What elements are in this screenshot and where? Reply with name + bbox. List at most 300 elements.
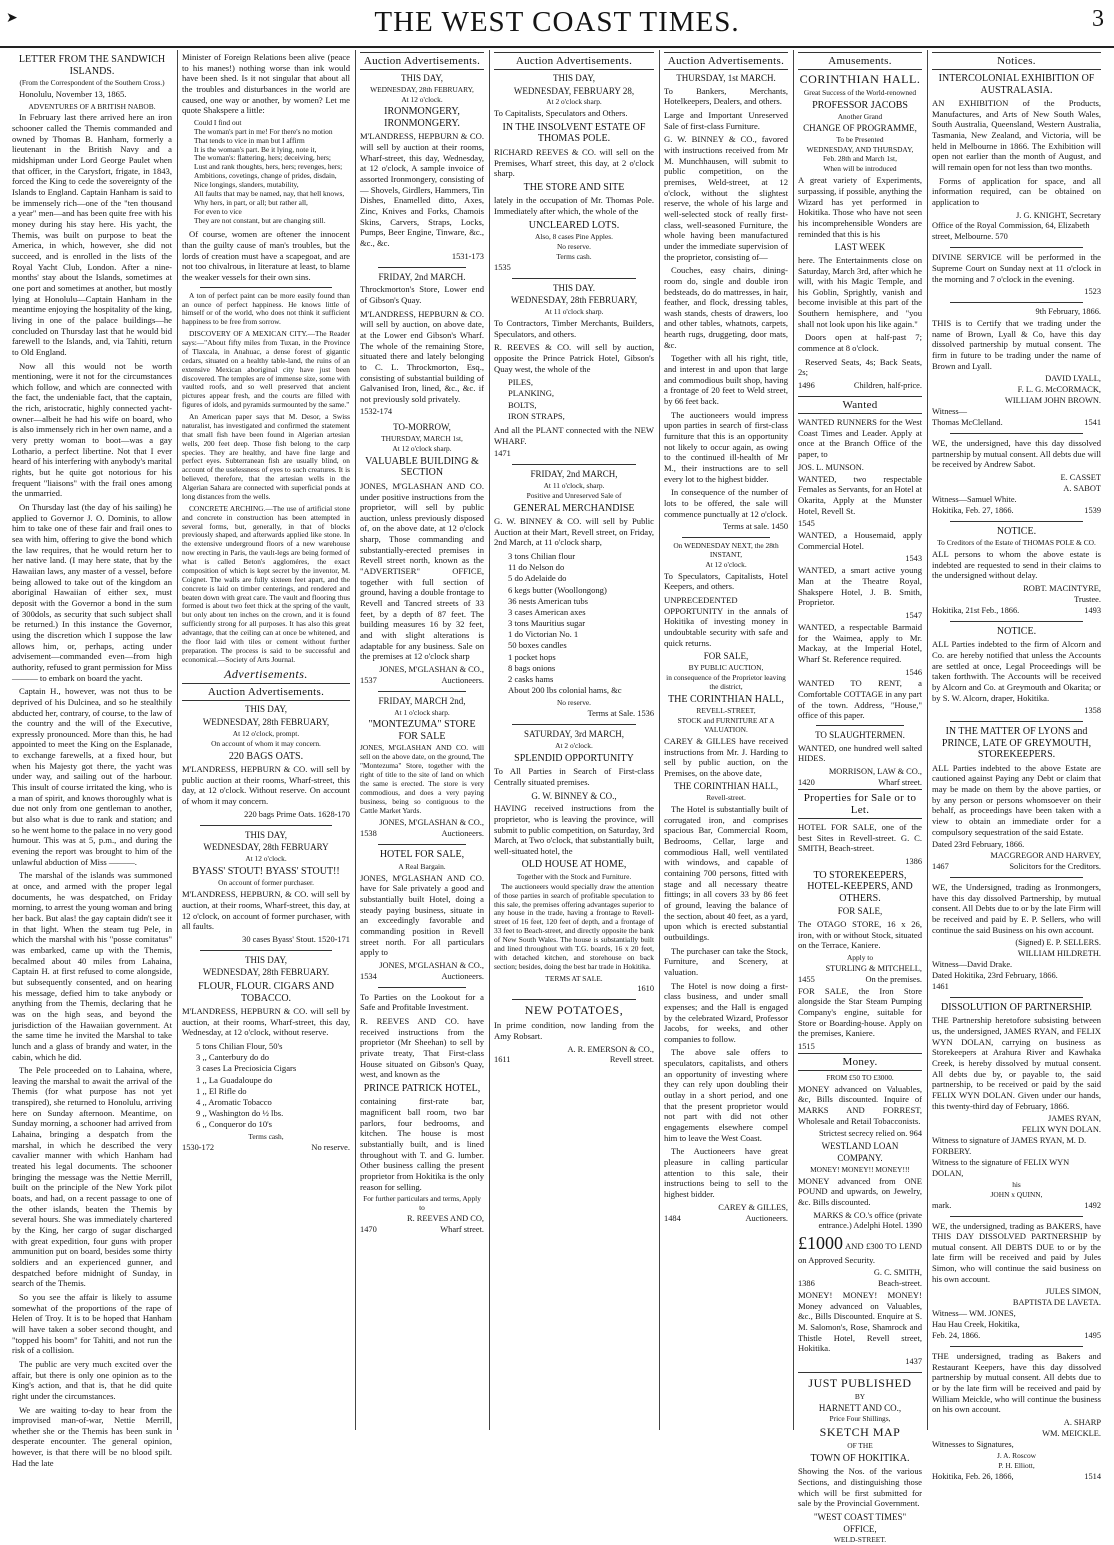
notice-date: Feb. 24, 1866. [932, 1331, 981, 1341]
notice-address: Office of the Royal Commission, 64, Elizabeth street, Melbourne. [932, 221, 1090, 242]
divider [950, 621, 1083, 622]
ad-body: HAVING received instructions from the proprietor, who is leaving the province, will submit to public competition, on Saturday, 3rd March, at Two o'clock, that substantially built, well-situated hotel, the [494, 803, 654, 856]
column-3 [356, 50, 490, 1430]
ad-body: M'LANDRESS, HEPBURN & CO. will sell by public auction at their rooms, Wharf-street, this day, at 12 o'clock. Without reserve. On account of whom it may concern. [182, 764, 350, 806]
ad-number: 1358 [1084, 706, 1101, 716]
list-item: 9 ,, Washington do ½ lbs. [196, 1108, 284, 1119]
ad-item: UNCLEARED LOTS. [528, 219, 620, 231]
notice-witness-name: Thomas McClelland. [932, 418, 1003, 428]
ad-children: Children, half-price. [853, 381, 922, 391]
ad-general-merchandise [494, 469, 654, 720]
ad-number: 1437 [905, 1357, 922, 1367]
ad-item: Large and Important Unreserved Sale of first-class Furniture. [664, 110, 788, 131]
ad-role: Auctioneers. [441, 675, 484, 685]
divider [512, 464, 636, 465]
list-item: 2 casks hams [508, 673, 554, 684]
ad-intro: To Bankers, Merchants, Hotelkeepers, Dealers, and others. [664, 85, 788, 107]
ad-role: Auctioneers. [441, 829, 484, 839]
column-7 [928, 50, 1106, 1481]
divider [798, 1372, 922, 1373]
filler-paragraph: DISCOVERY OF A MEXICAN CITY.—The Reader says:—"About fifty miles from Tuxan, in the Province of Tlaxcala, in Anahuac, a dense forest of gigantic cedars, situated on a healthy table-land, the ruins of an extensive Mexican aboriginal city have just been discovered. The temples are of immense size, some with vaulted roofs, and so well preserved that ancient pictures appear fresh, and the courts are filled with figures of idols, and pyramids surmounted by the same." [182, 329, 350, 410]
list-item: BOLTS, [508, 399, 537, 410]
notice-body: DIVINE SERVICE will be performed in the Supreme Court on Sunday next at 11 o'clock in the morning and 7 o'clock in the evening. [932, 252, 1101, 284]
ad-firm: HARNETT AND CO., [818, 1402, 902, 1413]
column-2 [178, 50, 356, 1430]
list-item: PLANKING, [508, 388, 555, 399]
letter-paragraph: The public are very much excited over the affair, but there is only one opinion as to the King's action, and that is, that he did quite right under the circumstances. [12, 1358, 172, 1401]
ad-day: THIS DAY, [244, 829, 287, 840]
ad-item: SPLENDID OPPORTUNITY [514, 752, 634, 764]
divider [950, 997, 1083, 998]
divider [378, 267, 466, 268]
ad-number: 1611 [494, 1055, 511, 1065]
ad-firm: G. W. BINNEY & CO., [531, 790, 617, 801]
ad-time: At 12 o'clock, prompt. [232, 728, 300, 738]
ad-list [508, 377, 654, 422]
divider [950, 721, 1083, 722]
ad-day: TO-MORROW, [393, 422, 451, 433]
ad-item: THE STORE AND SITE [523, 181, 625, 193]
divider [378, 691, 466, 692]
column-heading: Amusements. [798, 52, 922, 70]
notice-witness: Witness—Samuel White. [932, 494, 1017, 504]
notice-witness: Witnesses to Signatures, [932, 1439, 1014, 1449]
ad-item: IRONMONGERY, IRONMONGERY. [384, 106, 460, 129]
ad-body: The above sale offers to speculators, capitalists, and others an opportunity of investing where they can rely upon doubling their outlay in a short period, and one that the present proprietor would not part with did not other engagements elsewhere compel him to leave the West Coast. [664, 1047, 788, 1143]
ad-date: WEDNESDAY, 28th FEBRUARY, [370, 84, 474, 94]
ad-account: On account of former purchaser. [218, 878, 314, 888]
ad-signature: A. R. EMERSON & CO., [567, 1044, 654, 1054]
list-item: 50 boxes candles [508, 640, 567, 651]
ad-item: UNPRECEDENTED OPPORTUNITY in the annals of Hokitika of investing money in undoubtable security with safe and quick returns. [664, 595, 788, 648]
ad-intro: To Capitalists, Speculators and Others. [494, 108, 628, 119]
verse-line: Ambitions, covetings, change of prides, disdain, [194, 171, 337, 181]
ad-intro: Positive and Unreserved Sale of [526, 490, 622, 500]
property-ad: The OTAGO STORE, 16 x 26, iron, with or without Stock, situated on the Terrace, Kaniere. [798, 918, 922, 951]
ad-ironmongery [360, 73, 484, 263]
notice-mark: JOHN x QUINN, [990, 1189, 1043, 1199]
ad-role: Auctioneers. [745, 1213, 788, 1223]
advertisements-heading: Advertisements. [224, 666, 308, 681]
notice-body: ALL Parties indebted to the above Estate are cautioned against Paying any Debt or claim that may be made on them by the above parties, or by any person or persons whomsoever on their behalf, as proceedings have been taken with a view to obtain an immediate order for a compulsory sequestration of the said Estate. [932, 762, 1101, 837]
ad-body: JONES, M'GLASHAN AND CO. under positive instructions from the proprietor, will sell by public auction, unless previously disposed of, on the above date, at 12 o'clock sharp, Those commanding and substantially-erected premises in Revell street north, known as the "ADVERTISER" OFFICE, together with full section of ground, having a double frontage to Revell and Tancred streets of 33 feet, by a depth of 87 feet. The building measures 16 by 32 feet, and with slight alterations is adaptable for any business. Sale on the premises at 12 o'clock sharp [360, 480, 484, 662]
wanted-ad: WANTED TO RENT, a Comfortable COTTAGE in any part of the town. Address, "House," office of this paper. [798, 678, 922, 721]
ad-item: FLOUR, FLOUR. CIGARS AND TOBACCO. [198, 981, 334, 1004]
ad-number: 1496 [798, 381, 815, 391]
column-5 [660, 50, 794, 1430]
ad-of: OF THE [847, 1441, 873, 1451]
ad-signature: MORRISON, LAW & CO., [828, 767, 922, 777]
notice-witness: Witness—David Drake. [932, 960, 1013, 970]
ad-body: G. W. BINNEY & CO. will sell by Public Auction at their Mart, Revell street, on Friday, 2nd March, at 11 o'clock sharp, [494, 516, 654, 548]
ad-item: 220 BAGS OATS. [228, 750, 304, 762]
ad-terms: Terms at Sale. [587, 709, 636, 719]
list-item: 3 cases La Preciosicia Cigars [196, 1063, 297, 1074]
ad-time: At 12 o'clock sharp. [392, 443, 452, 453]
notice-body: THIS is to Certify that we trading under the name of Brown, Lyall & Co, have this day dissolved partnership by mutual consent. The firm in future to be trading under the name of Brown and Lyall. [932, 318, 1101, 371]
column-heading: Auction Advertisements. [182, 683, 350, 701]
ad-place: On the premises. [865, 974, 922, 984]
ad-item: BYASS' STOUT! BYASS' STOUT!! [192, 865, 340, 877]
ad-item: GENERAL MERCHANDISE [513, 502, 635, 514]
ad-place: Wharf street. [440, 1225, 484, 1235]
column-heading: Auction Advertisements. [494, 52, 654, 70]
ad-body: R. REEVES AND CO. have received instructions from the proprietor (Mr Sheehan) to sell by private treaty, That First-class House situated on Gibson's Quay, west, and known as the [360, 1016, 484, 1080]
wanted-ad: WANTED, a Housemaid, apply Commercial Hotel. [798, 530, 922, 551]
notice-body: WE, the undersigned, have this day dissolved partnership by mutual consent. All debts due will be received by Andrew Sabot. [932, 438, 1101, 470]
notice-signature: FELIX WYN DOLAN. [1021, 1125, 1101, 1135]
notice-body: AN EXHIBITION of the Products, Manufactures, and Arts of New South Wales, South Australia, Queensland, Western Australia, Tasmania, New Zealand, and Victoria, will be held in Melbourne in 1866. The Exhibition will open not earlier than the month of August, and will remain open for not less than two months. [932, 98, 1101, 172]
ad-heading: TO SLAUGHTERMEN. [815, 730, 905, 741]
ad-public: BY PUBLIC AUCTION, [688, 663, 764, 673]
ad-change: CHANGE OF PROGRAMME, [803, 123, 917, 134]
ad-street: REVELL-STREET, [696, 706, 756, 716]
ad-number: 1514 [1084, 1471, 1101, 1481]
divider [950, 1346, 1083, 1347]
ad-body: RICHARD REEVES & CO. will sell on the Premises, Wharf street, this day, at 2 o'clock sharp. [494, 146, 654, 179]
ad-date: WEDNESDAY, 28th FEBRUARY, [510, 295, 638, 306]
ad-when: When will be introduced [823, 164, 897, 174]
ad-body: CAREY & GILLES have received instructions from Mr. J. Harding to sell by public auction, on the Premises, on the above date, [664, 735, 788, 778]
ad-performer: PROFESSOR JACOBS [812, 99, 908, 111]
ad-body: M'LANDRESS, HEPBURN & CO. will sell by auction at their rooms, Wharf-street, this day, Wednesday, at 12 o'clock, A sample invoice of assorted Ironmongery, consisting of— Shovels, Girdlers, Hammers, Tin Dishes, Enamelled ditto, Axes, Zinc, Knives and Forks, Chamois Skins, Carvers, Straps, Locks, Pumps, Beer Engine, Tinware, &c., &c., &c. [360, 131, 484, 248]
ad-body: lately in the occupation of Mr. Thomas Pole. Immediately after which, the whole of the [494, 195, 654, 217]
ad-date: Feb. 28th and March 1st, [823, 154, 897, 164]
ad-item: "MONTEZUMA" STORE FOR SALE [368, 719, 476, 742]
notice-witness-name: J. A. Roscow [996, 1450, 1036, 1460]
ad-item: SKETCH MAP [819, 1425, 901, 1440]
verse-line: The woman's part in me! For there's no motion [194, 126, 333, 136]
ad-day: THIS DAY, [244, 954, 287, 965]
letter-paragraph: In February last there arrived here an iron schooner called the Themis commanded and owned by Thomas B. Hanham, formerly a lieutenant in the British Navy and a midshipman under Lord George Paulet when that officer, in the Carysfort, frigate, in 1843, forced the King to cede the sovereignty of the Islands to England. Captain Hanham is said to be immensely rich—one of the "ten thousand a year" men—and has been quite free with his money during his stay here. His yacht, the Themis, was built on purpose to beat the America, in which, however, she did not succeed, and is enrolled in the lists of the Royal Yacht Club, London. After a nine-months' stay about the Islands, sometimes at one port and sometimes at another, but mostly lying at Honolulu—Captain Hanham in the meantime enjoying the hospitality of the king, living in one of the palace buildings—he concluded on Thursday last that he would bid farewell to the Islands, and, via Tahiti, return to Old England. [12, 112, 172, 357]
ad-stout [182, 830, 350, 946]
ad-signature: G. C. SMITH, [873, 1268, 922, 1278]
ad-terms: Terms cash, [248, 1132, 284, 1142]
list-item: 1 do Victorian No. 1 [508, 629, 579, 640]
wanted-ad: WANTED, a respectable Barmaid for the Waimea, apply to Mr. Mackay, at the Imperial Hotel, Wharf St. Reference required. [798, 621, 922, 664]
list-item: 1 pocket hops [508, 651, 556, 662]
ad-date: FRIDAY, 2nd MARCH, [530, 469, 618, 480]
letter-paragraph: On Thursday last (the day of his sailing) he applied to Governor J. O. Dominis, to allow him to take one of these fair and frail ones to sea with him, offering to give the bond which the law requires, that he would return her to her native land. (I may here state, that by the Hawaiian laws, any master of a vessel, before being allowed to take out of the kingdom an aboriginal Hawaiian of either sex, must deposit with the Governor a bond in the sum of 300dols, as security that such subject shall be returned.) In this instance the Governor, using the discretion which I suppose the law allows him, or, perhaps, acting under advisement—commanded even—from high authority, refused to grant permission for Miss ——— to embark on board the yacht. [12, 502, 172, 683]
money-ad: MONEY! MONEY! MONEY! Money advanced on Valuables, &c., Bills Discounted. Enquire at S. M. Salomon's, Rose, Shamrock and Thistle Hotel, Revell street, Hokitika. [798, 1290, 922, 1354]
newspaper-columns [8, 50, 1106, 1545]
ad-reserve: No reserve. [556, 698, 592, 708]
column-1 [8, 50, 178, 1468]
ad-number: 1534 [360, 971, 377, 981]
ad-number: 1493 [1084, 605, 1101, 615]
ad-time: At 12 o'clock. [705, 559, 747, 569]
ad-number: 964 [909, 1129, 922, 1139]
ad-hotel-for-sale [360, 849, 484, 982]
notice-signature: JULES SIMON, [1045, 1287, 1101, 1297]
ad-number: 1492 [1084, 1200, 1101, 1210]
ad-item: IN THE INSOLVENT ESTATE OF THOMAS POLE. [502, 121, 646, 145]
ad-intro: To Parties on the Lookout for a Safe and Profitable Investment. [360, 991, 484, 1013]
shakespeare-verse [194, 119, 350, 226]
ad-flour-cigars [182, 955, 350, 1155]
ad-item: PRINCE PATRICK HOTEL, [363, 1082, 481, 1094]
ad-body: Together with all his right, title, and interest in and upon that large and commodious built shop, having a frontage of 20 feet to Weld street, by 66 feet back. [664, 353, 788, 407]
ad-old-house-at-home [494, 729, 654, 995]
ad-prince-patrick-hotel [360, 992, 484, 1236]
notice-mark-label: mark. [932, 1200, 952, 1210]
ad-number: 1545 [798, 519, 815, 529]
ad-number: 1523 [1084, 287, 1101, 297]
divider [950, 521, 1083, 522]
notice-witness: Witness to the signature of FELIX WYN DOLAN, [932, 1158, 1070, 1178]
ad-number: 1467 [932, 862, 949, 872]
notice-signed: (Signed) [1015, 938, 1045, 948]
notice-signature: WILLIAM HILDRETH. [1017, 949, 1101, 959]
section-heading: Wanted [798, 396, 922, 414]
verse-line: Could I find out [194, 117, 242, 127]
property-ad: FOR SALE, the Iron Store alongside the Star Steam Pumping Company's engine, suitable for Store or Boarding-house. Apply on the premises, Kaniere. [798, 985, 922, 1039]
verse-line: Why hers, in part, or all; but rather all, [194, 197, 308, 207]
ad-time: At 11 o'clock, sharp. [543, 480, 605, 490]
letter-paragraph: The marshal of the islands was summoned at once, and armed with the proper legal documents, he was despatched, on Friday morning, to arrest the young woman and bring her back. But alas! the gay captain didn't see it in that light. When the steam tug Pele, in which the marshal with his "posse comitatus" was embarked, came up with the Themis, becalmed about 40 miles from Lahaina, Captain H. at first refused to come alongside, but subsequently consented, and on hearing his message, defied him to take anybody or anything from the Themis, declaring that he was on the high seas, and beyond the jurisdiction of the Hawaiian government. At the same time he invited the Marshal to take lunch and a glass of brandy and water, in the cabin, which he did. [12, 870, 172, 1062]
list-item: 3 tons Mauritius sugar [508, 618, 586, 629]
ad-item: OLD HOUSE AT HOME, [521, 859, 627, 871]
ad-item: THE CORINTHIAN HALL, [668, 693, 784, 705]
ad-corinthian-hall-sale [664, 542, 788, 1224]
ad-body: JONES, M'GLASHAN AND CO. will sell on the above date, on the ground, The "Montezuma" Store, together with the right of title to the site of land on which the same is erected. The store is very commodious, and does a very paying business, being so contiguous to the Cattle Market Yards. [360, 743, 484, 815]
ad-signature: JONES, M'GLASHAN & CO., [379, 818, 484, 828]
notice-title: NOTICE. [996, 625, 1037, 637]
ad-number: 1539 [1084, 505, 1101, 515]
ad-time: At 12 o'clock. [401, 94, 443, 104]
ad-number: 1543 [905, 554, 922, 564]
ad-time: At 2 o'clock sharp. [546, 97, 602, 107]
ad-also: Also, 8 cases Pine Apples. [534, 232, 613, 242]
list-item: PILES, [508, 377, 534, 388]
ad-list [508, 551, 654, 696]
ad-body: The Auctioneers have great pleasure in calling particular attention to this sale, their instructions being to sell to the highest bidder. [664, 1146, 788, 1200]
ad-sale: FOR SALE, [703, 651, 749, 662]
notice-place: Hau Hau Creek, Hokitika, [932, 1320, 1020, 1330]
divider [950, 877, 1083, 878]
ad-new-wharf-plant [494, 283, 654, 460]
ad-body: The Hotel is substantially built of corrugated iron, and comprises spacious Bar, Commercial Room, Bedrooms, Cellar, large and commodious Hall, well ventilated with windows, and capable of containing 700 persons, fitted with stage and all necessary theatre fittings; in all covers 33 by 86 feet of ground, leaving the balance of the section, about 40 feet, as a yard, upon which is erected substantial outbuildings. [664, 804, 788, 942]
column-heading: Auction Advertisements. [664, 52, 788, 70]
ad-place: Beach-street. [878, 1279, 922, 1289]
ad-body: here. The Entertainments close on Saturday, March 3rd, after which he will, with his Magic Temple, and his Goblin, Sprightly, vanish and become invisible at this part of the Southern hemisphere, and "you shall not look upon his like again." [798, 254, 922, 329]
ad-item-line: 220 bags Prime Oats. [244, 809, 316, 819]
ad-time: At 11 o'clock sharp. [544, 307, 604, 317]
divider [950, 302, 1083, 303]
ad-date: WEDNESDAY, AND THURSDAY, [806, 144, 914, 154]
section-heading: Money. [798, 1053, 922, 1071]
notice-signature: F. L. G. McCORMACK, [1017, 385, 1101, 395]
letter-dateline: Honolulu, November 13, 1865. [19, 88, 127, 99]
ad-account: On account of whom it may concern. [211, 738, 321, 748]
ad-stock: STOCK and FURNITURE AT A VALUATION. [677, 716, 775, 734]
notice-title: INTERCOLONIAL EXHIBITION OF AUSTRALASIA. [938, 73, 1095, 96]
ad-date: On WEDNESDAY NEXT, the 28th INSTANT, [673, 541, 779, 560]
divider [950, 433, 1083, 434]
ad-sale: FOR SALE, [837, 906, 883, 917]
wanted-ad: WANTED RUNNERS for the West Coast Times and Leader. Apply at once at the Branch Office of the paper, to [798, 417, 922, 459]
notice-signature: MACGREGOR AND HARVEY, [990, 851, 1101, 861]
page-number: 3 [1092, 6, 1104, 32]
ad-number: 1628-170 [317, 809, 350, 819]
column-heading: Notices. [932, 52, 1101, 70]
notice-body: WE, the Undersigned, trading as Ironmongers, have this day dissolved Partnership, by mutual consent. All Debts due to or by the late Firm will be received and paid by E. P. Sellers, who will continue the said Business on his own account. [932, 882, 1101, 935]
ad-date: FRIDAY, MARCH 2nd, [378, 695, 466, 706]
ad-venue: CORINTHIAN HALL. [799, 72, 921, 86]
ad-heading: JUST PUBLISHED [808, 1376, 912, 1391]
list-item: 3 cases American axes [508, 606, 586, 617]
notice-date: Dated Hokitika, 23rd February, 1866. [932, 971, 1058, 981]
ad-body: R. REEVES & CO. will sell by auction, opposite the Prince Patrick Hotel, Gibson's Quay west, the whole of the [494, 342, 654, 374]
ad-body: The auctioneers would impress upon parties in search of first-class furniture that this is an opportunity not likely to occur again, as owing to the continued ill-health of Mr M., their instructions are to sell every lot to the highest bidder. [664, 409, 788, 484]
ad-day: THIS DAY. [552, 282, 595, 293]
verse-line: The woman's: flattering, hers; deceiving, hers; [194, 153, 331, 163]
ad-day: THIS DAY, [244, 704, 287, 715]
ad-date: WEDNESDAY, 28th FEBRUARY. [202, 967, 330, 978]
ad-signature: STURLING & MITCHELL, [825, 963, 922, 973]
ad-time: At 12 o'clock. [245, 853, 287, 863]
ad-number: 1471 [494, 449, 511, 459]
ad-number: 1455 [798, 974, 815, 984]
notice-signature: WM. MEICKLE. [1042, 1428, 1101, 1438]
ad-time: At 2 o'clock. [555, 740, 593, 750]
letter-paragraph: The Pele proceeded on to Lahaina, where, leaving the marshal to await the arrival of the Themis (for what purpose has not yet transpired), she returned to Honolulu, arriving here on Sunday afternoon. Meantime, on Sunday morning, a schooner had arrived from Lahaina, bringing a despatch from the marshal, in which he described the very cavalier manner with which Hanham had treated his legal documents. The schooner bringing the message was the Nettie Merrill, built on the principle of the New York pilot boats, and had, on a recent passage to one of the other islands, beaten the Themis by several hours. She was immediately chartered by the King, her cargo of sugar discharged with great expedition, four guns with proper ammunition put on board, besides some thirty soldiers and an experienced gunner, and despatched before midnight of Sunday, in search of the Themis. [12, 1065, 172, 1289]
divider [200, 825, 332, 826]
letter-continued: Minister of Foreign Relations been alive (peace to his manes!) nothing worse than ink would have been shed. Is it not singular that about all the troubles and disturbances in the world are caused, one way or another, by women? Let me quote Shakspere a little: [182, 52, 350, 116]
ad-body: G. W. BINNEY & CO., favored with instructions received from Mr M. Munchhausen, will submit to public competition, on the premises, Weld-street, at 12 o'clock, without the slightest reserve, the whole of his large and well-selected stock of really first-class, well-seasoned Furniture, the whole having been manufactured under the immediate supervision of the proprietor, consisting of— [664, 134, 788, 262]
notice-signature: WILLIAM JOHN BROWN. [1004, 396, 1101, 406]
ad-number: 1520-171 [317, 934, 350, 944]
notice-to: To Creditors of the Estate of THOMAS POLE & CO. [937, 538, 1096, 548]
notice-signature: DAVID LYALL, [1045, 374, 1101, 384]
divider [200, 287, 332, 288]
ad-date: WEDNESDAY, 28th FEBRUARY, [202, 717, 330, 728]
notice-date: Hokitika, Feb. 26, 1866, [932, 1471, 1014, 1481]
ad-signature: R. REEVES AND CO, [406, 1214, 484, 1224]
notice-signature: E. P. SELLERS. [1046, 938, 1101, 948]
verse-line: All faults that may be named, nay, that hell knows, [194, 188, 345, 198]
ad-intro: To Contractors, Timber Merchants, Builders, Speculators, and others. [494, 317, 654, 339]
list-item: 6 ,, Conqueror do 10's [196, 1119, 273, 1130]
ad-building-section [360, 422, 484, 686]
ad-signature: JONES, M'GLASHAN & CO., [379, 960, 484, 970]
verse-line: It is the woman's part. Be it lying, note it, [194, 144, 317, 154]
ad-by: BY [854, 1391, 866, 1401]
ad-number: 1484 [664, 1213, 681, 1223]
ad-body: M'LANDRESS, HEPBURN & CO. will sell by auction, on above date, at the Lower end Gibson's Wharf. The whole of the remaining Store, situated there and lately belonging to C. L. Throckmorton, Esq., consisting of substantial building of Galvanised Iron, lined, &c., &c. if not previously sold privately. [360, 308, 484, 404]
ad-street: WELD-STREET. [833, 1535, 887, 1545]
verse-line: Nice longings, slanders, mutability, [194, 180, 299, 190]
list-item: 3 ,, Canterbury do do [196, 1052, 270, 1063]
ad-item: TOWN OF HOKITIKA. [810, 1452, 910, 1464]
notice-body: WE, the undersigned, trading as BAKERS, have THIS DAY DISSOLVED PARTNERSHIP by mutual consent. All DEBTS DUE to or by the late firm will be received and paid by Jules Simon, who will continue the said business on his own account. [932, 1220, 1101, 1284]
notice-signature: A. SABOT [1063, 483, 1101, 493]
ad-secrecy: Strictest secrecy relied on. [818, 1129, 908, 1139]
ad-body: In prime condition, now landing from the Amy Robsart. [494, 1020, 654, 1041]
notice-body: ALL persons to whom the above estate is indebted are requested to send in their claims to the undersigned without delay. [932, 549, 1101, 581]
notice-signature: J. G. KNIGHT, Secretary [1016, 210, 1101, 220]
ad-number: 1450 [771, 522, 788, 532]
ad-signature: JONES, M'GLASHAN & CO., [379, 665, 484, 674]
ad-number: 1390 [905, 1221, 922, 1231]
notice-witness: Witness— [932, 1309, 968, 1319]
ad-date: THURSDAY, MARCH 1st, [381, 434, 463, 444]
verse-line: That tends to vice in man but I affirm [194, 135, 305, 145]
ad-place: Revell street. [609, 1055, 654, 1065]
column-heading: Auction Advertisements. [360, 52, 484, 70]
ad-terms: TERMS AT SALE. [545, 973, 603, 983]
divider [378, 844, 466, 845]
ad-apply: For further particulars and terms, Apply to [363, 1194, 481, 1213]
ad-new-potatoes [494, 1004, 654, 1066]
ad-intro: To Speculators, Capitalists, Hotel Keepers, and others. [664, 570, 788, 592]
notice-date: Dated 23rd February, 1866. [932, 840, 1025, 850]
ad-seats: Reserved Seats, 4s; Back Seats, 2s; [798, 356, 922, 378]
edge-mark-icon: ➤ [6, 11, 18, 26]
notice-body: ALL Parties indebted to the firm of Alcorn and Co. are hereby notified that unless the Accounts are settled at once, Legal Proceedings will be taken forthwith. The Accounts will be received by Alcorn and Co. at Greymouth and Okarita; or by S. W. Alcorn, draper, Hokitika. [932, 639, 1101, 703]
ad-body: containing first-rate bar, magnificent ball room, two bar parlors, four bedrooms, and kitchen. The house is most substantially built, and is lined throughout with T. and G. lumber. Other business calling the present proprietor from Hokitika is the only reason for selling. [360, 1096, 484, 1192]
notice-date: 9th February, 1866. [1035, 307, 1101, 317]
ad-body: The auctioneers would specially draw the attention of those parties in search of profitable speculation to this sale, the premises offering advantages superior to any house in the trade, having a frontage to Revell-street of 16 feet, 120 feet of depth, and a frontage of 33 feet to Beach-street, and directly opposite the bank of New South Wales. The house is substantially built and lined throughout with T.G. boards, 16 x 20 feet, with detached kitchen, and storehouse on back section; besides, doing the best bar trade in Hokitika. [494, 881, 654, 971]
ad-body: And all the PLANT connected with the NEW WHARF. [494, 424, 654, 446]
notice-his: his [1012, 1179, 1021, 1189]
ad-body: JONES, M'GLASHAN AND CO. have for Sale privately a good and substantially built Hotel, doing a steady paying business, situate in an exceedingly favorable and commanding position in Revell street north. For all particulars apply to [360, 872, 484, 958]
letter-paragraph: Now all this would not be worth mentioning, were it not for the circumstances which follow, and which are connected with the fact, the undeniable fact, that the captain, the rich, aristocratic, highly connected yacht-owner—albeit he had his wife on board, who is also immensely rich in her own name, and a very pretty woman to boot—was a gay Lothario, a perfect libertine. Not that I ever heard of his interfering with anybody's marital rights, but he quite got notorious for his frequent "liaisons" with the frail ones among the unmarried. [12, 360, 172, 499]
list-item: 36 nests American tubs [508, 595, 588, 606]
list-item: 5 do Adelaide do [508, 573, 567, 584]
ad-place: Wharf street. [878, 777, 922, 787]
verse-line: For even to vice [194, 206, 242, 216]
notice-signature: E. CASSET [1060, 473, 1101, 482]
divider [950, 247, 1083, 248]
ad-number: 1538 [360, 829, 377, 839]
ad-body: A great variety of Experiments, surpassing, if possible, anything the Wizard has yet performed in Hokitika. Those who have not seen his incomprehensible Wonders are reminded that this is his [798, 175, 922, 239]
ad-role: Auctioneers. [441, 971, 484, 981]
column-4 [490, 50, 660, 1430]
divider [682, 537, 770, 538]
ad-price: Price Four Shillings, [829, 1414, 891, 1424]
ad-number: 1461 [932, 981, 949, 991]
ad-amount: £1000 [798, 1233, 843, 1254]
letter-byline: (From the Correspondent of the Southern Cross.) [19, 78, 165, 87]
notice-signature: A. SHARP [1063, 1418, 1101, 1427]
list-item: 8 bags onions [508, 662, 556, 673]
filler-paragraph: An American paper says that M. Desor, a Swiss naturalist, has investigated and confirmed the statement that small fish have been found in Algerian artesian wells, 200 feet deep. Those fish belong to the carp species. They are healthy, and have fine large and perfect eyes. Subterranean fish are usually blind, on account of the uselessness of eyes to such creatures. It is believed, therefore, that the artesian wells in the Algerian Sahara are connected with superficial ponds at long distances from the wells. [182, 412, 350, 501]
ad-signature: MARKS & CO.'s office (private entrance.) Adelphi Hotel. [813, 1210, 922, 1231]
list-item: 6 kegs butter (Woollongong) [508, 584, 607, 595]
ad-number: 1515 [798, 1041, 815, 1051]
newspaper-title: THE WEST COAST TIMES. [374, 6, 740, 38]
ad-body: The Hotel is now doing a first-class business, and under small expenses; and the Hall is engaged by the celebrated Wizard, Professor Jacobs, for weeks, and other companies to follow. [664, 980, 788, 1044]
notice-signature: BAPTISTA DE LAVETA. [1012, 1298, 1101, 1308]
ad-sketch-map [798, 1377, 922, 1545]
money-ad: AND £300 TO LEND on Approved Security. [798, 1241, 922, 1265]
ad-day: THIS DAY, [400, 73, 443, 83]
notice-witness: Witness to signature of JAMES RYAN, M. D. FORBERY. [932, 1136, 1087, 1157]
ad-date: THURSDAY, 1st MARCH. [676, 73, 776, 83]
ad-number: 1495 [1084, 1331, 1101, 1341]
notice-title: DISSOLUTION OF PARTNERSHIP. [940, 1001, 1092, 1013]
wanted-ad: WANTED, one hundred well salted HIDES. [798, 742, 922, 764]
property-ad: HOTEL FOR SALE, one of the best Sites in Revell-street. G. C. SMITH, Beach-street. [798, 821, 922, 854]
ad-date: FRIDAY, 2nd MARCH. [378, 271, 466, 282]
ad-furniture-sale [664, 73, 788, 533]
section-heading: Properties for Sale or to Let. [798, 789, 922, 819]
notice-role: Trustee. [1074, 594, 1101, 604]
ad-body: M'LANDRESS, HEPBURN, & CO. will sell by auction, at their rooms, Wharf-street, this day, at 12 o'clock, on account of former purchaser, with all faults. [182, 889, 350, 932]
divider [200, 950, 332, 951]
notice-signature: ROBT. MACINTYRE, [1023, 584, 1101, 594]
